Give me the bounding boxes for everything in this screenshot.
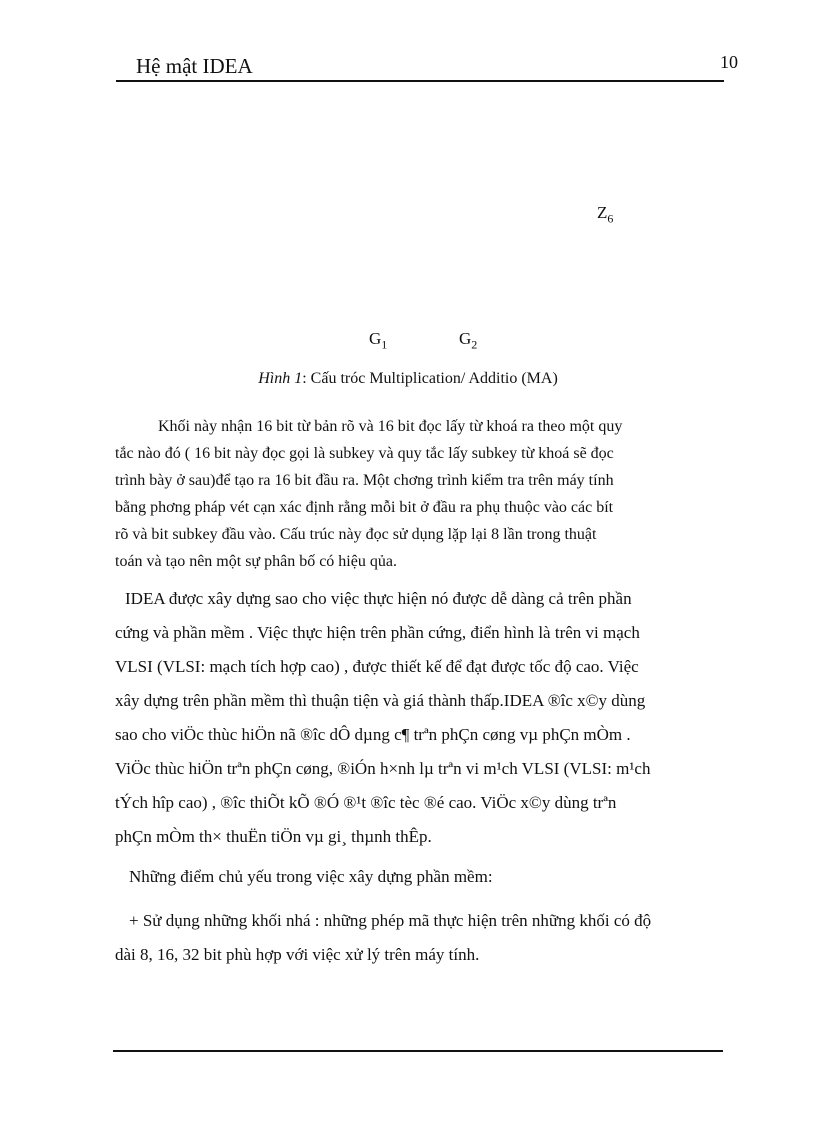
- figure-caption: [0, 370, 816, 388]
- text-line: Những điểm chủ yếu trong việc xây dựng phần mềm:: [129, 867, 493, 886]
- paragraph-small-blocks: [115, 904, 722, 972]
- diagram-label-g2: $G_2$: [459, 329, 478, 352]
- text-line: cứng và phần mềm . Việc thực hiện trên phần cứng, điển hình là trên vi mạch: [115, 623, 640, 642]
- caption-text: : Cấu tróc Multiplication/ Additio (MA): [302, 370, 558, 387]
- text-line: rõ và bit subkey đầu vào. Cấu trúc này đọc sử dụng lặp lại 8 lần trong thuật: [115, 526, 597, 543]
- text-line: trình bày ở sau)để tạo ra 16 bit đầu ra. Một chơng trình kiểm tra trên máy tính: [115, 472, 614, 489]
- text-line: toán và tạo nên một sự phân bố có hiệu qủa.: [115, 553, 397, 570]
- text-line: + Sử dụng những khối nhá : những phép mã thực hiện trên những khối có độ: [129, 911, 652, 930]
- text-line: IDEA được xây dựng sao cho việc thực hiện nó được dễ dàng cả trên phần: [125, 589, 632, 608]
- footer-rule: [113, 1050, 723, 1052]
- header-rule: [116, 80, 724, 82]
- page-number: 10: [720, 52, 738, 72]
- caption-prefix: Hình 1: [258, 370, 303, 387]
- paragraph-software-heading: [115, 867, 722, 887]
- text-line: dài 8, 16, 32 bit phù hợp với việc xử lý trên máy tính.: [115, 945, 480, 964]
- paragraph-idea-implementation: [115, 582, 722, 854]
- text-line: VLSI (VLSI: mạch tích hợp cao) , được thiết kế để đạt được tốc độ cao. Việc: [115, 657, 639, 676]
- text-line: ViÖc thùc hiÖn trªn phÇn cøng, ®iÓn h×nh lµ trªn vi m¹ch VLSI (VLSI: m¹ch: [115, 759, 651, 778]
- page-header: [116, 50, 738, 82]
- header-title: Hệ mật IDEA: [136, 54, 253, 78]
- diagram-label-z6: $Z_6$: [597, 203, 614, 226]
- text-line: tắc nào đó ( 16 bit này đọc gọi là subkey và quy tắc lấy subkey từ khoá sẽ đọc: [115, 445, 614, 462]
- text-line: Khối này nhận 16 bit từ bản rõ và 16 bit đọc lấy từ khoá ra theo một quy: [158, 418, 623, 435]
- text-line: phÇn mÒm th× thuËn tiÖn vµ gi¸ thµnh thÊp.: [115, 827, 432, 846]
- text-line: sao cho viÖc thùc hiÖn nã ®îc dÔ dµng c¶ trªn phÇn cøng vµ phÇn mÒm .: [115, 725, 631, 744]
- text-line: bằng phơng pháp vét cạn xác định rằng mỗi bit ở đầu ra phụ thuộc vào các bít: [115, 499, 614, 516]
- paragraph-ma-description: [115, 413, 722, 575]
- text-line: tÝch hîp cao) , ®îc thiÕt kÕ ®Ó ®¹t ®îc tèc ®é cao. ViÖc x©y dùng trªn: [115, 793, 617, 812]
- diagram-label-g1: $G_1$: [369, 329, 388, 352]
- text-line: xây dựng trên phần mềm thì thuận tiện và giá thành thấp.IDEA ®îc x©y dùng: [115, 691, 646, 710]
